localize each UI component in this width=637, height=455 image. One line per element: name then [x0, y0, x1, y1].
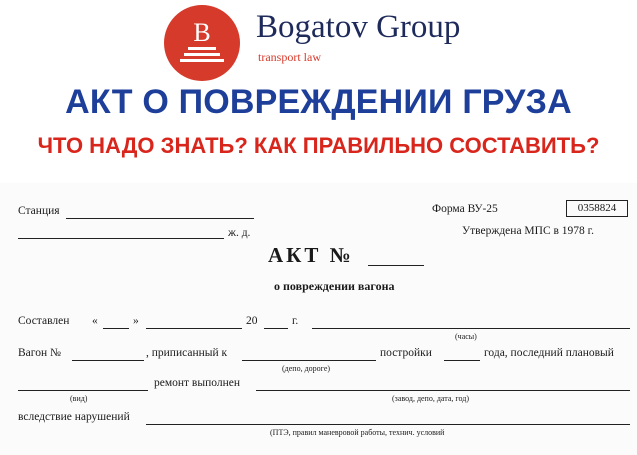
brand-subtitle: transport law [258, 50, 321, 64]
act-title: АКТ № [268, 243, 354, 267]
built-label: постройки [380, 347, 432, 359]
hours-line [312, 328, 630, 329]
repair-line [256, 390, 630, 391]
hours-hint: (часы) [455, 332, 477, 341]
assigned-label: , приписанный к [146, 347, 228, 359]
year-suffix: г. [292, 315, 299, 327]
act-subtitle: о повреждении вагона [274, 279, 395, 293]
building-icon [164, 5, 240, 81]
composed-label: Составлен [18, 315, 70, 327]
year-prefix: 20 [246, 315, 258, 327]
approved-note: Утверждена МПС в 1978 г. [462, 225, 594, 237]
type-hint: (вид) [70, 394, 88, 403]
depot-line [242, 360, 376, 361]
subheadline: ЧТО НАДО ЗНАТЬ? КАК ПРАВИЛЬНО СОСТАВИТЬ? [37, 133, 600, 158]
logo [164, 5, 240, 81]
day-line [103, 328, 129, 329]
railway-line [18, 238, 224, 239]
form-vu25 [0, 183, 637, 455]
violation-line [146, 424, 630, 425]
month-line [146, 328, 242, 329]
headline: АКТ О ПОВРЕЖДЕНИИ ГРУЗА [65, 83, 572, 121]
plant-hint: (завод, депо, дата, год) [392, 394, 469, 403]
logo-letter: B [193, 18, 211, 47]
close-quote: » [133, 315, 139, 327]
repair-label: ремонт выполнен [154, 377, 240, 389]
act-number-line [368, 265, 424, 266]
type-line [18, 390, 148, 391]
year-line [264, 328, 288, 329]
violation-label: вследствие нарушений [18, 411, 130, 423]
station-line [66, 218, 254, 219]
depot-hint: (депо, дороге) [282, 364, 331, 373]
violation-hint: (ПТЭ, правил маневровой работы, технич. условий [270, 428, 445, 437]
open-quote: « [92, 315, 98, 327]
year-last-label: года, последний плановый [484, 347, 614, 359]
wagon-label: Вагон № [18, 347, 61, 359]
form-number: 0358824 [566, 200, 628, 217]
form-label: Форма ВУ-25 [432, 203, 498, 215]
brand-name: Bogatov Group [256, 9, 461, 45]
station-label: Станция [18, 205, 60, 217]
built-year-line [444, 360, 480, 361]
wagon-number-line [72, 360, 144, 361]
railway-abbr: ж. д. [228, 227, 251, 239]
